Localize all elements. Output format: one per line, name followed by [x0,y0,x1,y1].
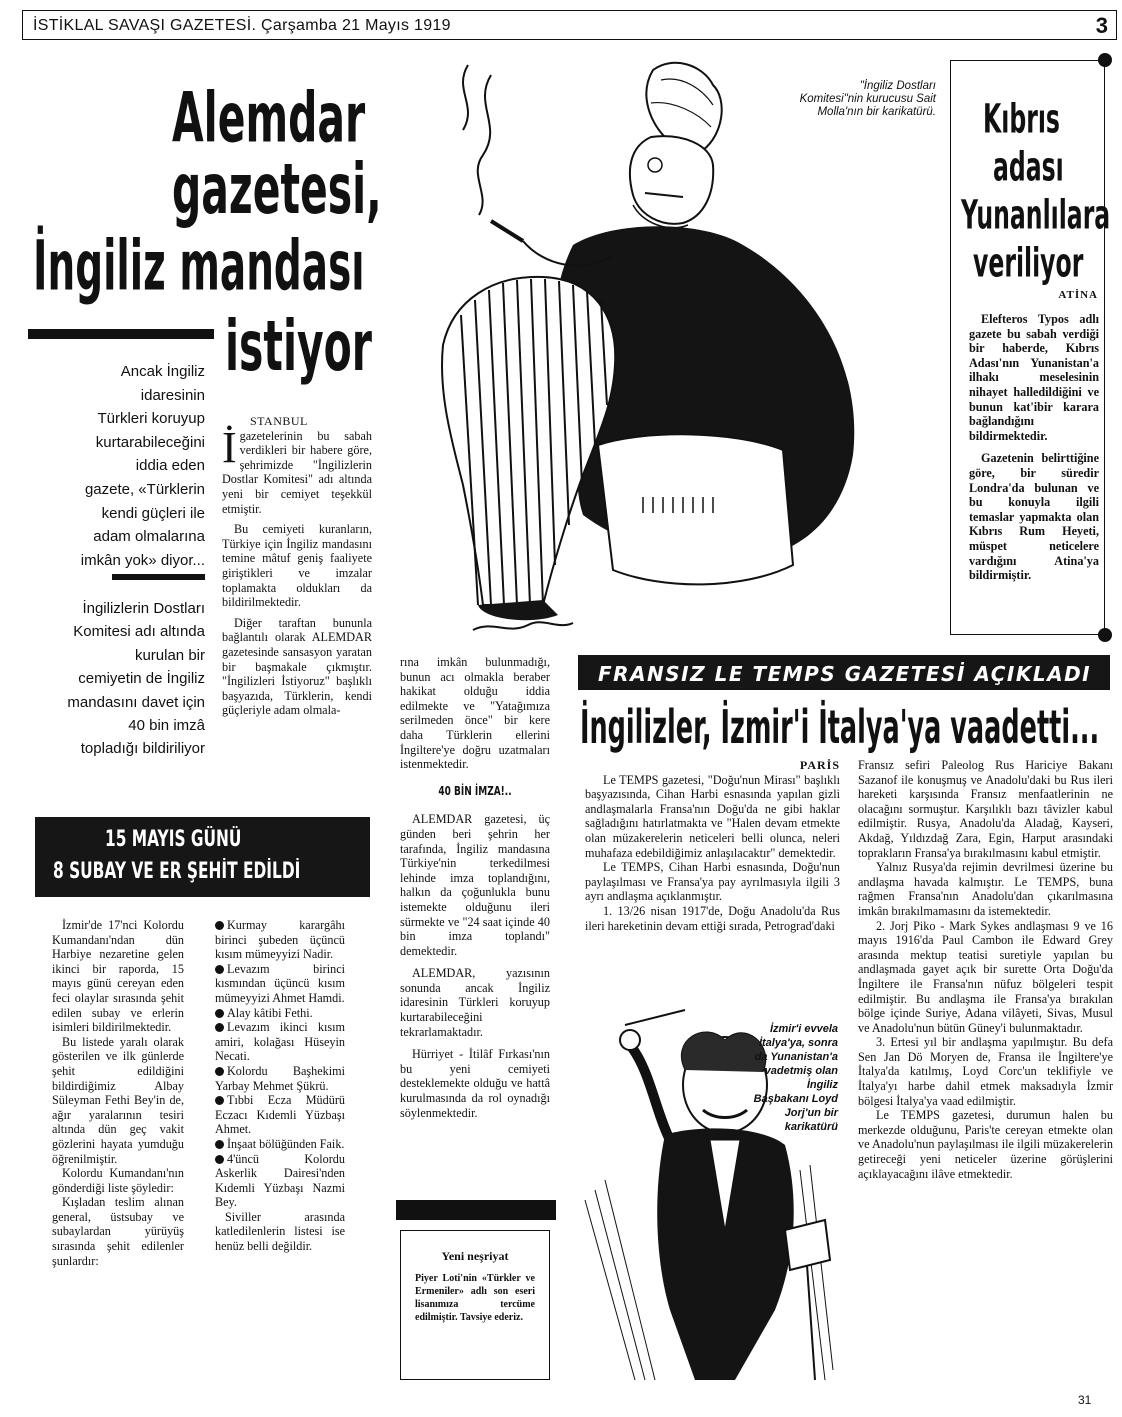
deck-1-line: kendi güçleri ile [101,504,205,522]
istanbul-article [222,414,372,718]
kibris-body [969,312,1099,583]
istanbul-p2: Bu cemiyeti kuranların, Türkiye için İngiliz mandasını temine mâtuf geniş faaliyete giriştikleri ve imzalar toplamakta oldukları da bildirilmektedir. [222,522,372,610]
martyr-name-text: Alay kâtibi Fethi. [227,1005,313,1020]
bullet-icon [215,1140,224,1149]
martyr-name-text: Kurmay karargâhı birinci şubeden üçüncü kısım mümeyyizi Nadir. [215,918,345,962]
deck-1-line: idaresinin [140,386,205,404]
deck-1 [25,360,205,572]
martyr-name [215,1093,345,1137]
lloyd-george-caption: İzmir'i evvela İtalya'ya, sonra da Yunanistan'a vadetmiş olan İngiliz Başbakanı Loyd Jorj'un bir karikatürü [753,1023,838,1133]
bullet-icon [215,1155,224,1164]
martyrs-p1: İzmir'de 17'nci Kolordu Kumandanı'ndan dün Harbiye nezaretine gelen ikinci bir raporda, 15 mayıs günü cereyan eden feci olaylar sırasında şehit edilen subay ve erlerin isimleri bildirilmektedir. [52,918,184,1035]
kibris-headline-1: Kıbrıs [983,95,1060,143]
dropcap: İ [222,422,237,472]
le-temps-p3: 1. 13/26 nisan 1917'de, Doğu Anadolu'da Rus ileri hareketinin devam ettiği sırada, Petrograd'daki [585,903,840,933]
corner-dot-icon [1098,628,1112,642]
martyrs-column-1 [52,918,184,1268]
sait-molla-cartoon-illustration [383,45,943,645]
kibris-box [950,60,1111,635]
martyr-name [215,1006,345,1021]
martyr-name [215,918,345,962]
deck-2 [25,597,205,761]
continue-p4: Hürriyet - İtilâf Fırkası'nın bu yeni cemiyeti desteklemekte olduğu ve hattâ kurulmasında da rol oynadığı söylenmektedir. [400,1047,550,1120]
new-publications-text: Piyer Loti'nin «Türkler ve Ermeniler» adlı son eseri lisanımıza tercüme edilmiştir. Tavsiye ederiz. [415,1273,535,1323]
footer-page-number: 31 [1078,1393,1092,1407]
le-temps-p2: Le TEMPS, Cihan Harbi esnasında, Doğu'nun paylaşılması ve Fransa'ya pay ayrılmasıyla ilgili 3 ayrı andlaşma açıklanmıştır. [585,860,840,904]
le-temps-banner-text: FRANSIZ LE TEMPS GAZETESİ AÇIKLADI [598,662,1092,686]
le-temps-headline: İngilizler, İzmir'i İtalya'ya vaadetti... [580,700,1100,755]
kibris-headline-2: adası [993,143,1064,191]
deck-1-line: kurtarabileceğini [95,433,205,451]
deck-2-line: mandasını davet için [67,693,205,711]
deck-1-line: imkân yok» diyor... [80,551,205,569]
martyrs-banner-line-2: 8 SUBAY VE ER ŞEHİT EDİLDİ [53,859,301,884]
martyr-name-text: 4'üncü Kolordu Askerlik Dairesi'nden Kıdemli Yüzbaşı Nazmi Bey. [215,1151,345,1210]
deck-1-line: Ancak İngiliz [120,363,205,380]
masthead [22,10,1117,40]
deck-1-line: adam olmalarına [93,528,205,546]
martyrs-banner-line-1: 15 MAYIS GÜNÜ [105,827,242,852]
deck-2-line: 40 bin imzâ [128,717,205,735]
le-temps-c2p1: Fransız sefiri Paleolog Rus Hariciye Bakanı Sazanof ile konuşmuş ve Anadolu'daki bu Rus ileri hareketi karşısında Fransız menfaatlerinin ne olacağını sormuştur. Karşılıklı bazı tâvizler kabul edilmiştir. Rusya, Anadolu'da Aladağ, Kayseri, Akdağ, Yıldızdağ Zara, Egin, Harput arasındaki toprakların Fransa'ya bırakılmasını kabul etmiştir. [858,758,1113,860]
continue-p2: ALEMDAR gazetesi, üç günden beri şehrin her tarafında, İngiliz mandasına Türkiye'nin terkedilmesi lehinde imza toplandığını, halkın da çoğunlukla bunu istemekte olduğunu ileri sürmekte ve "24 saat içinde 40 bin imza toplandı" demektedir. [400,812,550,958]
kibris-dateline: ATİNA [1058,289,1098,301]
kibris-headline-4: veriliyor [973,239,1084,287]
istanbul-dateline: STANBUL [250,414,308,428]
main-headline-line-2: gazetesi, [172,148,382,230]
cartoon-caption: "İngiliz Dostları Komitesi"nin kurucusu Sait Molla'nın bir karikatürü. [799,80,936,118]
deck-rule [112,574,205,580]
istanbul-p3: Diğer taraftan bununla bağlantılı olarak ALEMDAR gazetesinde sansasyon yaratan bir başmakale çıkmıştır. "İngilizleri İstiyoruz" başlıklı başyazıda, Türklerin, kendi güçleriyle adam olmala- [222,615,372,718]
le-temps-c2p4: 3. Ertesi yıl bir andlaşma yapılmıştır. Bu defa Sen Jan Dö Moryen de, Fransa ile İngiltere'ye İtalya'da katılmış, Loyd Corc'un teklifiyle ve İtalya'yı harbe dahil etmek maksadıyla İzmir bölgesi İtalya'ya vaad edilmiştir. [858,1035,1113,1108]
le-temps-banner [578,655,1110,690]
martyr-name [215,1020,345,1064]
main-headline-line-1: Alemdar [172,77,366,159]
continue-p3: ALEMDAR, yazısının sonunda ancak İngiliz idaresinin Türkleri koruyup kurtarabileceğini tekrarlamaktadır. [400,966,550,1039]
masthead-title: İSTİKLAL SAVAŞI GAZETESİ. Çarşamba 21 Mayıs 1919 [33,17,451,34]
deck-1-line: gazete, «Türklerin [84,480,205,498]
page-number: 3 [1095,13,1108,38]
deck-2-line: Komitesi adı altında [73,623,205,641]
le-temps-column-1 [585,758,840,933]
martyr-name-text: Levazım birinci kısmından üçüncü kısım mümeyyizi Ahmet Hamdi. [215,961,345,1005]
continuation-column [400,655,550,1120]
subhead-40-bin: 40 BİN İMZA!.. [438,783,512,798]
kibris-headline-3: Yunanlılara [961,191,1111,239]
continue-p1: rına imkân bulunmadığı, bunun acı olmakla beraber hakikat olduğu iddia edilmekte ve "Yatağımıza serilmeden önce" bir kere daha Türklerin ellerini İngiltere'ye doğru uzatmaları istenmektedir. [400,655,550,772]
kibris-p2: Gazetenin belirttiğine göre, bir süredir Londra'da bulunan ve bu konuyla ilgili temaslar yapmakta olan Kıbrıs Rum Heyeti, müspet neticelere vardığını Atina'ya bildirmiştir. [969,451,1099,583]
martyrs-p2: Bu listede yaralı olarak gösterilen ve ilk günlerde şehit edildiğini bildirdiğimiz Albay Süleyman Fethi Bey'in de, ağır yaralarının tesiri altında dün geç vakit gözlerini hayata yumduğu öğrenilmiştir. [52,1034,184,1166]
le-temps-column-2 [858,758,1113,1181]
martyr-name-text: Kolordu Başhekimi Yarbay Mehmet Şükrü. [215,1063,345,1093]
main-headline-line-4: istiyor [225,305,372,387]
main-headline-line-3: İngiliz mandası [33,225,365,307]
kibris-p1: Elefteros Typos adlı gazete bu sabah verdiği bir haberde, Kıbrıs Adası'nın Yunanistan'a ilhakı meselesinin nihayet halledildiğini ve bunun kat'ibir karara bağlandığını bildirmektedir. [969,312,1099,443]
deck-2-line: kurulan bir [134,646,205,664]
deck-2-line: cemiyetin de İngiliz [78,670,205,688]
paris-dateline: PARİS [799,758,840,772]
martyr-name [215,962,345,1006]
bullet-icon [215,1067,224,1076]
deck-2-line: İngilizlerin Dostları [82,600,205,617]
deck-1-line: iddia eden [135,457,205,475]
istanbul-p1: gazetelerinin bu sabah verdikleri bir habere göre, şehrimizde "İngilizlerin Dostlar Komitesi" adı altında yeni bir cemiyet teşekkül etmiştir. [222,428,372,516]
martyrs-column-2 [215,918,345,1254]
martyr-name [215,1137,345,1152]
column-rule [396,1200,556,1220]
martyr-name [215,1152,345,1210]
deck-2-line: topladığı bildiriliyor [80,740,205,758]
new-publications-title: Yeni neşriyat [441,1249,509,1263]
le-temps-c2p3: 2. Jorj Piko - Mark Sykes andlaşması 9 ve 16 mayıs 1916'da Paul Cambon ile Edward Grey arasında mektup teatisi suretiyle yapılan bu andlaşmada gayet açık bir surette Orta Doğu'da İngiltere ile Fransa'nın nüfuz bölgeleri tespit edilmiştir. Bu andlaşma ile Fransa'ya bırakılan bölge içinde Suriye, Adana vilâyeti, Sivas, Musul ve Anadolu'nun bütün Güney'i bulunmaktadır. [858,918,1113,1035]
bullet-icon [215,1023,224,1032]
corner-dot-icon [1098,53,1112,67]
martyrs-closing: Siviller arasında katledilenlerin listesi ise henüz belli değildir. [215,1209,345,1254]
le-temps-p1: Le TEMPS gazetesi, "Doğu'nun Mirası" başlıklı başyazısında, Cihan Harbi esnasında yapılan gizli andlaşmalarla Fransa'nın Doğu'da ne gibi haklar sağladığını hatırlatmakta ve "Halen devam etmekte olan müzakerelerin neticeleri belli olunca, neleri muhafaza edebildiğimiz anlaşılacaktır" demektedir. [585,772,840,860]
martyr-name [215,1064,345,1093]
bullet-icon [215,921,224,930]
headline-rule [28,329,214,339]
deck-1-line: Türkleri koruyup [97,410,205,428]
bullet-icon [215,965,224,974]
martyrs-p3: Kolordu Kumandanı'nın gönderdiği liste şöyledir: [52,1166,184,1195]
bullet-icon [215,1096,224,1105]
le-temps-c2p5: Le TEMPS gazetesi, durumun halen bu merkezde olduğunu, Paris'te cereyan etmekte olan ve Anadolu'nun paylaşılması ile ilgili müzakerelerin getireceği yeni neticeler üzerine görüşlerini açıklayacağını ilâve etmektedir. [858,1108,1113,1181]
martyrs-banner [35,817,370,897]
bullet-icon [215,1009,224,1018]
new-publications-box [400,1230,550,1380]
martyr-name-text: İnşaat bölüğünden Faik. [227,1136,345,1151]
le-temps-c2p2: Yalnız Rusya'da rejimin devrilmesi üzerine bu andlaşma havada kalmıştır. Le TEMPS, buna rağmen Fransa'nın Anadolu'dan çıkarılmasına imkân bırakılmamasını da istemektedir. [858,860,1113,918]
martyrs-p4: Kışladan teslim alınan general, üstsubay ve subaylardan yürüyüş sırasında şehit edilenler şunlardır: [52,1195,184,1268]
martyr-name-text: Tıbbi Ecza Müdürü Eczacı Kıdemli Yüzbaşı Ahmet. [215,1093,345,1137]
martyr-name-text: Levazım ikinci kısım amiri, kolağası Hüseyin Necati. [215,1020,345,1064]
